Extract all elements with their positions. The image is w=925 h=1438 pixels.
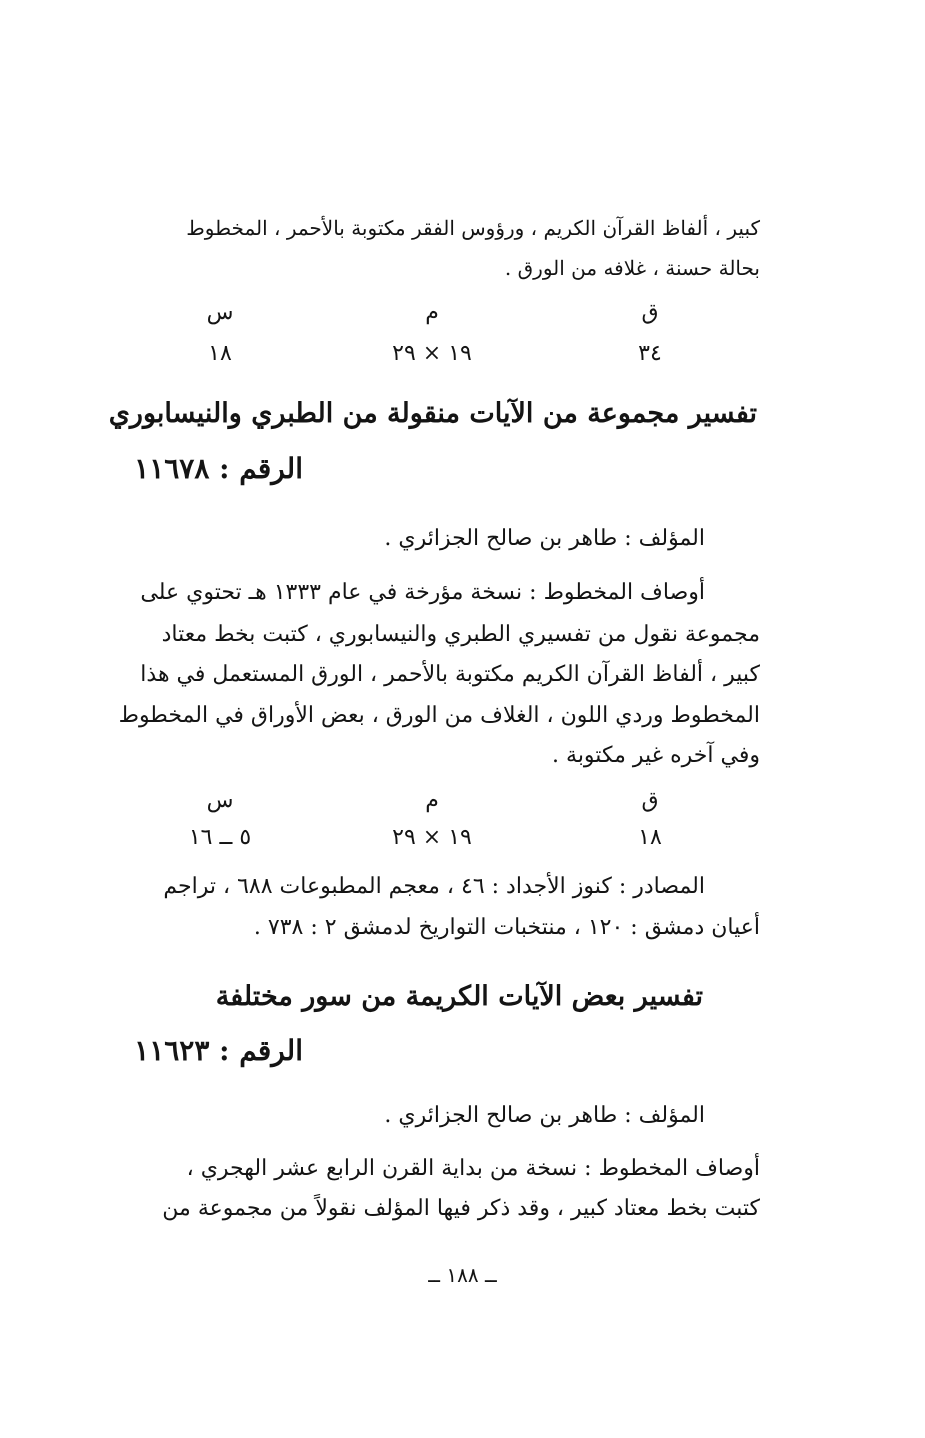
top-table-value-q: ٣٤ [638,341,662,366]
entry1-table-value-s: ٥ ــ ١٦ [188,825,252,850]
entry2-number: الرقم : ١١٦٢٣ [134,1034,303,1067]
entry1-table-header-s: س [206,788,234,813]
top-table-value-m: ١٩ × ٢٩ [392,341,472,366]
entry1-number: الرقم : ١١٦٧٨ [134,452,303,485]
top-entry-line-1: كبير ، ألفاظ القرآن الكريم ، ورؤوس الفقر مكتوبة بالأحمر ، المخطوط [186,216,760,240]
entry1-description-line-2: مجموعة نقول من تفسيري الطبري والنيسابوري ، كتبت بخط معتاد [161,622,760,647]
entry2-description-line-2: كتبت بخط معتاد كبير ، وقد ذكر فيها المؤلف نقولاً من مجموعة من [162,1196,760,1221]
top-entry-line-2: بحالة حسنة ، غلافه من الورق . [504,256,760,280]
entry2-title: تفسير بعض الآيات الكريمة من سور مختلفة [215,981,703,1012]
entry1-table-value-m: ١٩ × ٢٩ [392,825,472,850]
entry1-description-line-1: أوصاف المخطوط : نسخة مؤرخة في عام ١٣٣٣ هـ تحتوي على [140,580,705,605]
top-table-header-m: م [425,300,439,325]
entry1-sources-line-2: أعيان دمشق : ١٢٠ ، منتخبات التواريخ لدمشق ٢ : ٧٣٨ . [253,915,760,940]
entry1-table-header-m: م [425,788,439,813]
entry1-title: تفسير مجموعة من الآيات منقولة من الطبري والنيسابوري [108,398,757,429]
entry2-description-line-1: أوصاف المخطوط : نسخة من بداية القرن الرابع عشر الهجري ، [186,1156,760,1181]
entry1-description-line-4: المخطوط وردي اللون ، الغلاف من الورق ، بعض الأوراق في المخطوط [118,703,760,728]
top-table-header-q: ق [641,300,659,325]
page-number: ــ ١٨٨ ــ [428,1263,497,1287]
entry1-description-line-5: وفي آخره غير مكتوبة . [552,743,760,768]
entry1-author: المؤلف : طاهر بن صالح الجزائري . [384,526,705,551]
entry1-table-header-q: ق [641,788,659,813]
entry2-author: المؤلف : طاهر بن صالح الجزائري . [384,1103,705,1128]
entry1-description-line-3: كبير ، ألفاظ القرآن الكريم مكتوبة بالأحمر ، الورق المستعمل في هذا [140,662,760,687]
top-table-value-s: ١٨ [208,341,232,366]
entry1-sources-line-1: المصادر : كنوز الأجداد : ٤٦ ، معجم المطبوعات ٦٨٨ ، تراجم [163,874,705,899]
entry1-table-value-q: ١٨ [638,825,662,850]
top-table-header-s: س [206,300,234,325]
